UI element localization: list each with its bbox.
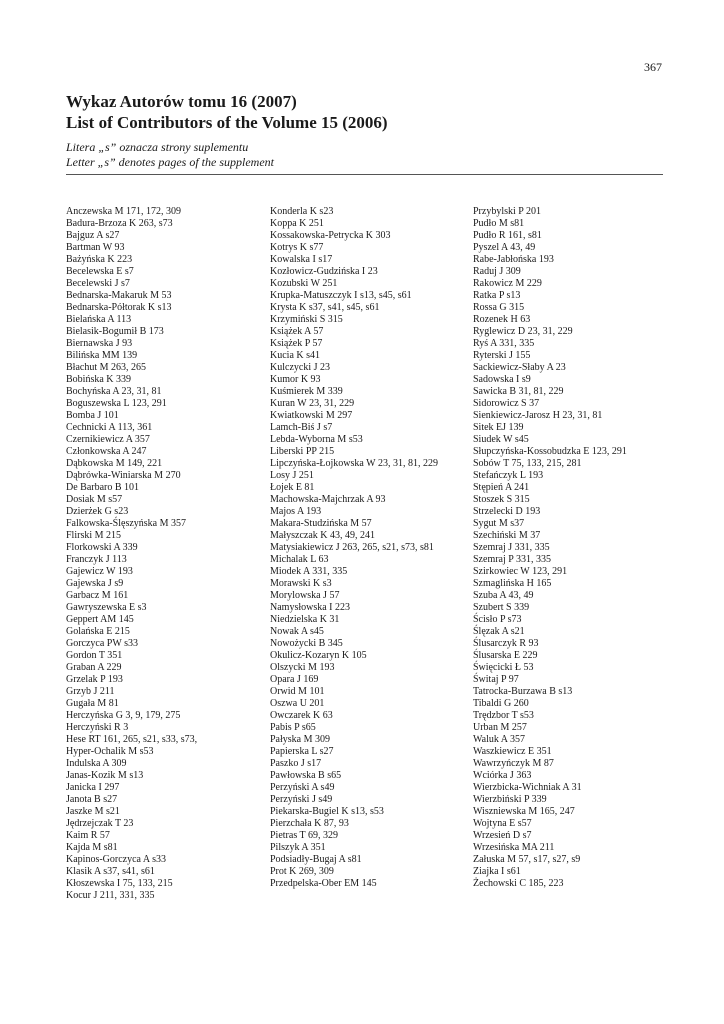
contributor-entry: Kuran W 23, 31, 229 <box>270 398 355 409</box>
contributor-entry: Herczyńska G 3, 9, 179, 275 <box>66 710 181 721</box>
contributor-entry: Kajda M s81 <box>66 842 118 853</box>
contributor-entry: Święcicki Ł 53 <box>473 662 534 673</box>
contributor-entry: Kozubski W 251 <box>270 278 338 289</box>
contributor-entry: Konderla K s23 <box>270 206 334 217</box>
contributor-entry: Waszkiewicz E 351 <box>473 746 552 757</box>
contributor-entry: Florkowski A 339 <box>66 542 138 553</box>
contributor-entry: Jędrzejczak T 23 <box>66 818 134 829</box>
contributor-entry: Ślęzak A s21 <box>473 626 525 637</box>
contributor-entry: Bartman W 93 <box>66 242 125 253</box>
contributor-entry: Siudek W s45 <box>473 434 529 445</box>
contributor-entry: Bażyńska K 223 <box>66 254 133 265</box>
contributor-entry: Krysta K s37, s41, s45, s61 <box>270 302 380 313</box>
page-number: 367 <box>644 60 662 74</box>
contributor-entry: Papierska L s27 <box>270 746 334 757</box>
contributor-entry: Tibaldi G 260 <box>473 698 529 709</box>
contributor-entry: Sobów T 75, 133, 215, 281 <box>473 458 582 469</box>
contributor-entry: Okulicz-Kozaryn K 105 <box>270 650 367 661</box>
contributor-entry: Błachut M 263, 265 <box>66 362 146 373</box>
contributor-entry: Kucia K s41 <box>270 350 320 361</box>
contributor-entry: Bobińska K 339 <box>66 374 131 385</box>
contributor-entry: Falkowska-Ślęszyńska M 357 <box>66 518 186 529</box>
contributor-entry: Stoszek S 315 <box>473 494 530 505</box>
contributor-entry: Kozłowicz-Gudzińska I 23 <box>270 266 378 277</box>
contributor-entry: Gugała M 81 <box>66 698 119 709</box>
contributor-entry: Grzelak P 193 <box>66 674 123 685</box>
contributors-column-3 <box>473 206 627 890</box>
contributor-entry: Szmaglińska H 165 <box>473 578 552 589</box>
contributor-entry: Prot K 269, 309 <box>270 866 334 877</box>
contributor-entry: Szuba A 43, 49 <box>473 590 534 601</box>
contributor-entry: Krzymiński S 315 <box>270 314 343 325</box>
contributor-entry: Biernawska J 93 <box>66 338 133 349</box>
contributor-entry: De Barbaro B 101 <box>66 482 140 493</box>
contributor-entry: Czernikiewicz A 357 <box>66 434 150 445</box>
contributor-entry: Gordon T 351 <box>66 650 123 661</box>
contributor-entry: Pilszyk A 351 <box>270 842 326 853</box>
contributor-entry: Szechiński M 37 <box>473 530 541 541</box>
contributor-entry: Pyszel A 43, 49 <box>473 242 536 253</box>
header-divider <box>66 174 663 175</box>
contributor-entry: Pudło M s81 <box>473 218 525 229</box>
contributor-entry: Graban A 229 <box>66 662 122 673</box>
contributor-entry: Podsiadły-Bugaj A s81 <box>270 854 362 865</box>
contributor-entry: Wierzbiński P 339 <box>473 794 547 805</box>
contributor-entry: Nowożycki B 345 <box>270 638 343 649</box>
contributor-entry: Morylowska J 57 <box>270 590 340 601</box>
contributor-entry: Pietras T 69, 329 <box>270 830 338 841</box>
contributor-entry: Lebda-Wyborna M s53 <box>270 434 363 445</box>
contributor-entry: Bajguz A s27 <box>66 230 120 241</box>
contributor-entry: Stefańczyk L 193 <box>473 470 544 481</box>
contributor-entry: Wrzesińska MA 211 <box>473 842 555 853</box>
contributor-entry: Gorczyca PW s33 <box>66 638 139 649</box>
contributor-entry: Perzyński J s49 <box>270 794 333 805</box>
contributor-entry: Bomba J 101 <box>66 410 119 421</box>
contributor-entry: Becelewski J s7 <box>66 278 130 289</box>
contributor-entry: Liberski PP 215 <box>270 446 335 457</box>
subtitle <box>66 140 274 170</box>
contributor-entry: Waluk A 357 <box>473 734 525 745</box>
contributor-entry: Owczarek K 63 <box>270 710 333 721</box>
contributor-entry: Krupka-Matuszczyk I s13, s45, s61 <box>270 290 412 301</box>
contributor-entry: Grzyb J 211 <box>66 686 115 697</box>
contributor-entry: Załuska M 57, s17, s27, s9 <box>473 854 581 865</box>
contributor-entry: Miodek A 331, 335 <box>270 566 348 577</box>
contributor-entry: Kapinos-Gorczyca A s33 <box>66 854 166 865</box>
contributor-entry: Wrzesień D s7 <box>473 830 532 841</box>
contributor-entry: Franczyk J 113 <box>66 554 127 565</box>
contributor-entry: Wojtyna E s57 <box>473 818 532 829</box>
contributor-entry: Ryterski J 155 <box>473 350 531 361</box>
contributor-entry: Majos A 193 <box>270 506 322 517</box>
contributor-entry: Flirski M 215 <box>66 530 122 541</box>
contributor-entry: Wiszniewska M 165, 247 <box>473 806 575 817</box>
contributor-entry: Badura-Brzoza K 263, s73 <box>66 218 173 229</box>
contributor-entry: Wawrzyńczyk M 87 <box>473 758 554 769</box>
contributor-entry: Koppa K 251 <box>270 218 324 229</box>
contributor-entry: Dąbkowska M 149, 221 <box>66 458 163 469</box>
contributor-entry: Janicka I 297 <box>66 782 120 793</box>
contributor-entry: Szemraj P 331, 335 <box>473 554 551 565</box>
contributor-entry: Herczyński R 3 <box>66 722 129 733</box>
contributor-entry: Becelewska E s7 <box>66 266 134 277</box>
contributor-entry: Morawski K s3 <box>270 578 332 589</box>
contributor-entry: Matysiakiewicz J 263, 265, s21, s73, s81 <box>270 542 434 553</box>
contributor-entry: Gawryszewska E s3 <box>66 602 147 613</box>
contributor-entry: Pawłowska B s65 <box>270 770 342 781</box>
contributor-entry: Sadowska I s9 <box>473 374 531 385</box>
contributor-entry: Gajewicz W 193 <box>66 566 133 577</box>
contributor-entry: Kłoszewska I 75, 133, 215 <box>66 878 173 889</box>
contributor-entry: Dosiak M s57 <box>66 494 123 505</box>
contributor-entry: Oszwa U 201 <box>270 698 325 709</box>
subtitle-line-polish: Litera „s” oznacza strony suplementu <box>66 140 249 154</box>
contributor-entry: Kumor K 93 <box>270 374 321 385</box>
contributor-entry: Sitek EJ 139 <box>473 422 524 433</box>
contributor-entry: Ślusarska E 229 <box>473 650 538 661</box>
contributor-entry: Hyper-Ochalik M s53 <box>66 746 154 757</box>
contributor-entry: Trędzbor T s53 <box>473 710 534 721</box>
contributor-entry: Kuśmierek M 339 <box>270 386 343 397</box>
contributor-entry: Losy J 251 <box>270 470 314 481</box>
subtitle-line-english: Letter „s” denotes pages of the supplement <box>66 155 274 169</box>
contributor-entry: Wciórka J 363 <box>473 770 532 781</box>
contributor-entry: Orwid M 101 <box>270 686 325 697</box>
contributor-entry: Rabe-Jabłońska 193 <box>473 254 554 265</box>
contributor-entry: Boguszewska L 123, 291 <box>66 398 167 409</box>
title-line-english: List of Contributors of the Volume 15 (2006) <box>66 113 388 132</box>
contributor-entry: Przedpelska-Ober EM 145 <box>270 878 377 889</box>
contributor-entry: Małyszczak K 43, 49, 241 <box>270 530 375 541</box>
contributor-entry: Kaim R 57 <box>66 830 110 841</box>
contributor-entry: Rakowicz M 229 <box>473 278 542 289</box>
contributor-entry: Kwiatkowski M 297 <box>270 410 353 421</box>
contributor-entry: Indulska A 309 <box>66 758 127 769</box>
contributors-column-1 <box>66 206 197 902</box>
contributor-entry: Kulczycki J 23 <box>270 362 330 373</box>
contributors-column-2 <box>270 206 438 890</box>
page-title <box>66 91 666 133</box>
contributor-entry: Pabis P s65 <box>270 722 316 733</box>
contributor-entry: Strzelecki D 193 <box>473 506 541 517</box>
contributor-entry: Bilińska MM 139 <box>66 350 138 361</box>
contributor-entry: Wierzbicka-Wichniak A 31 <box>473 782 582 793</box>
contributor-entry: Gajewska J s9 <box>66 578 124 589</box>
contributor-entry: Lipczyńska-Łojkowska W 23, 31, 81, 229 <box>270 458 438 469</box>
contributor-entry: Rozenek H 63 <box>473 314 531 325</box>
contributor-entry: Janota B s27 <box>66 794 118 805</box>
title-line-polish: Wykaz Autorów tomu 16 (2007) <box>66 92 297 111</box>
contributor-entry: Garbacz M 161 <box>66 590 129 601</box>
contributor-entry: Książek P 57 <box>270 338 323 349</box>
contributor-entry: Sidorowicz S 37 <box>473 398 540 409</box>
contributor-entry: Kocur J 211, 331, 335 <box>66 890 155 901</box>
contributor-entry: Olszycki M 193 <box>270 662 335 673</box>
contributor-entry: Urban M 257 <box>473 722 527 733</box>
contributor-entry: Bielańska A 113 <box>66 314 132 325</box>
contributor-entry: Dąbrówka-Winiarska M 270 <box>66 470 181 481</box>
contributor-entry: Świtaj P 97 <box>473 674 519 685</box>
contributor-entry: Łojek E 81 <box>270 482 315 493</box>
contributor-entry: Geppert AM 145 <box>66 614 134 625</box>
contributor-entry: Książek A 57 <box>270 326 324 337</box>
contributor-entry: Bielasik-Bogumił B 173 <box>66 326 164 337</box>
contributor-entry: Ratka P s13 <box>473 290 521 301</box>
contributor-entry: Makara-Studzińska M 57 <box>270 518 372 529</box>
contributor-entry: Hese RT 161, 265, s21, s33, s73, <box>66 734 198 745</box>
contributor-entry: Pierzchała K 87, 93 <box>270 818 349 829</box>
contributor-entry: Paszko J s17 <box>270 758 322 769</box>
contributor-entry: Pudło R 161, s81 <box>473 230 542 241</box>
contributor-entry: Niedzielska K 31 <box>270 614 340 625</box>
contributor-entry: Opara J 169 <box>270 674 319 685</box>
contributor-entry: Kotrys K s77 <box>270 242 324 253</box>
contributor-entry: Kossakowska-Petrycka K 303 <box>270 230 391 241</box>
contributor-entry: Szirkowiec W 123, 291 <box>473 566 568 577</box>
contributor-entry: Piekarska-Bugiel K s13, s53 <box>270 806 384 817</box>
contributor-entry: Namysłowska I 223 <box>270 602 350 613</box>
contributor-entry: Szemraj J 331, 335 <box>473 542 550 553</box>
contributor-entry: Kowalska I s17 <box>270 254 333 265</box>
contributor-entry: Ryś A 331, 335 <box>473 338 535 349</box>
contributor-entry: Żechowski C 185, 223 <box>473 878 564 889</box>
contributor-entry: Cechnicki A 113, 361 <box>66 422 153 433</box>
contributor-entry: Dzierżek G s23 <box>66 506 129 517</box>
contributor-entry: Golańska E 215 <box>66 626 130 637</box>
contributor-entry: Jaszke M s21 <box>66 806 120 817</box>
contributor-entry: Janas-Kozik M s13 <box>66 770 144 781</box>
contributor-entry: Bednarska-Półtorak K s13 <box>66 302 172 313</box>
contributor-entry: Sawicka B 31, 81, 229 <box>473 386 564 397</box>
contributor-entry: Ścisło P s73 <box>473 614 522 625</box>
contributor-entry: Szubert S 339 <box>473 602 530 613</box>
contributor-entry: Klasik A s37, s41, s61 <box>66 866 155 877</box>
contributor-entry: Stępień A 241 <box>473 482 530 493</box>
contributor-entry: Pałyska M 309 <box>270 734 330 745</box>
contributor-entry: Ryglewicz D 23, 31, 229 <box>473 326 573 337</box>
contributor-entry: Bednarska-Makaruk M 53 <box>66 290 172 301</box>
contributor-entry: Lamch-Biś J s7 <box>270 422 333 433</box>
contributor-entry: Ziajka I s61 <box>473 866 521 877</box>
contributor-entry: Członkowska A 247 <box>66 446 147 457</box>
contributor-entry: Tatrocka-Burzawa B s13 <box>473 686 573 697</box>
contributor-entry: Ślusarczyk R 93 <box>473 638 539 649</box>
contributor-entry: Machowska-Majchrzak A 93 <box>270 494 386 505</box>
contributor-entry: Bochyńska A 23, 31, 81 <box>66 386 162 397</box>
contributor-entry: Raduj J 309 <box>473 266 521 277</box>
contributor-entry: Rossa G 315 <box>473 302 525 313</box>
contributor-entry: Anczewska M 171, 172, 309 <box>66 206 181 217</box>
contributor-entry: Michalak L 63 <box>270 554 329 565</box>
contributor-entry: Słupczyńska-Kossobudzka E 123, 291 <box>473 446 627 457</box>
contributor-entry: Nowak A s45 <box>270 626 324 637</box>
contributor-entry: Sienkiewicz-Jarosz H 23, 31, 81 <box>473 410 603 421</box>
contributor-entry: Sygut M s37 <box>473 518 525 529</box>
contributor-entry: Przybylski P 201 <box>473 206 541 217</box>
contributor-entry: Sackiewicz-Słaby A 23 <box>473 362 566 373</box>
contributor-entry: Perzyński A s49 <box>270 782 335 793</box>
